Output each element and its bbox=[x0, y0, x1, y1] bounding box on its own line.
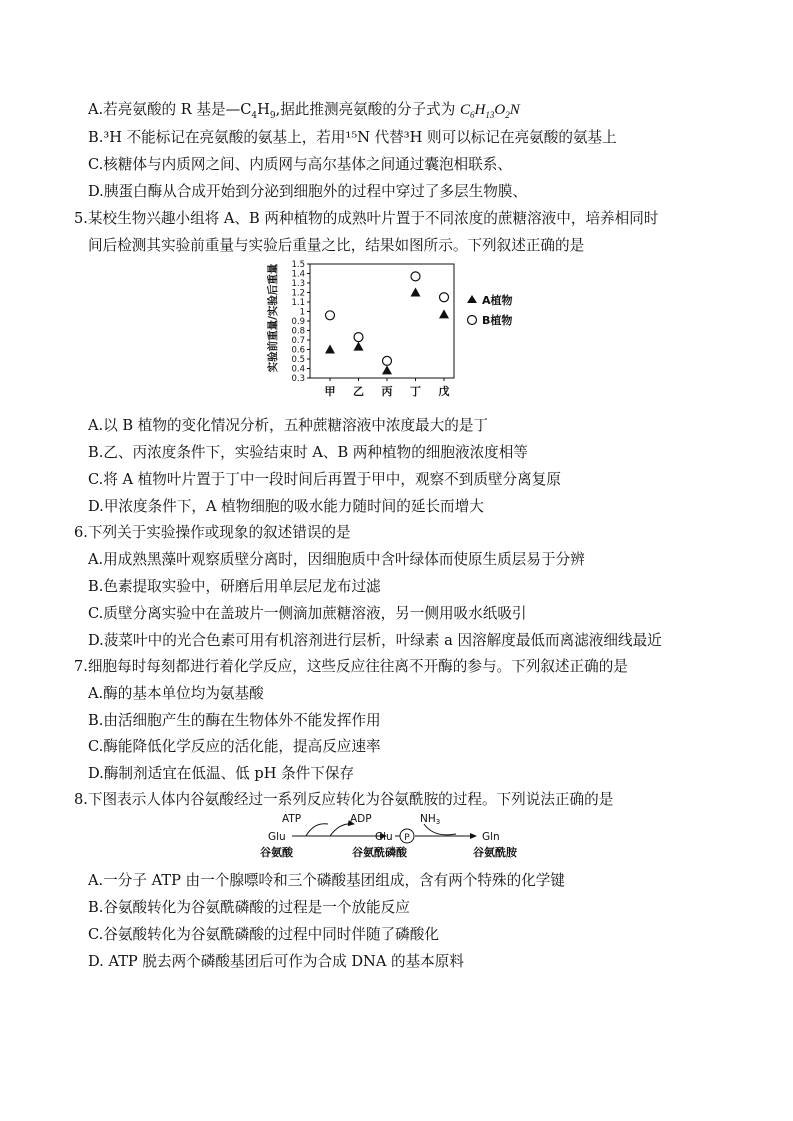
q5-stem-line1: 5.某校生物兴趣小组将 A、B 两种植物的成熟叶片置于不同浓度的蔗糖溶液中，培养相同时 bbox=[74, 210, 659, 227]
q7-option-b: B.由活细胞产生的酶在生物体外不能发挥作用 bbox=[88, 712, 381, 729]
atp-curve bbox=[306, 824, 328, 836]
gln-label: Gln bbox=[482, 831, 500, 843]
point-b-plant bbox=[411, 272, 420, 281]
chart-axes bbox=[291, 260, 454, 398]
point-a-plant bbox=[439, 309, 449, 318]
legend-label: B植物 bbox=[482, 314, 513, 327]
glup-cn-label: 谷氨酰磷酸 bbox=[352, 846, 407, 859]
y-tick-label: 0.5 bbox=[291, 355, 305, 365]
q7-option-a: A.酶的基本单位均为氨基酸 bbox=[88, 685, 264, 702]
y-tick-label: 0.4 bbox=[291, 364, 305, 375]
q4-option-a: A.若亮氨酸的 R 基是$—C_4H_9$,据此推测亮氨酸的分子式为 $C_6H_{13}O_2N$ bbox=[88, 101, 520, 121]
point-a-plant bbox=[354, 342, 364, 351]
q6-option-a: A.用成熟黑藻叶观察质壁分离时，因细胞质中含叶绿体而使原生质层易于分辨 bbox=[88, 551, 585, 568]
point-a-plant bbox=[325, 345, 335, 354]
q6-stem: 6.下列关于实验操作或现象的叙述错误的是 bbox=[74, 524, 351, 541]
y-tick-label: 0.8 bbox=[291, 326, 305, 337]
q8-option-a: A.一分子 ATP 由一个腺嘌呤和三个磷酸基团组成，含有两个特殊的化学键 bbox=[88, 872, 565, 889]
q7-option-d: D.酶制剂适宜在低温、低 pH 条件下保存 bbox=[88, 765, 355, 782]
legend-label: A植物 bbox=[482, 294, 513, 307]
point-a-plant bbox=[382, 365, 392, 374]
y-tick-label: 0.9 bbox=[291, 317, 305, 327]
y-tick-label: 1.1 bbox=[291, 298, 305, 308]
y-tick-label: 1.4 bbox=[291, 269, 305, 280]
atp-label: ATP bbox=[282, 813, 302, 825]
y-tick-label: 0.6 bbox=[291, 345, 305, 356]
chart-ylabel: 实验前重量/实验后重量 bbox=[267, 263, 279, 373]
glu-p-label: Glu bbox=[375, 831, 393, 843]
x-tick-label: 乙 bbox=[353, 385, 364, 398]
x-tick-label: 戊 bbox=[438, 385, 450, 398]
q5-option-d: D.甲浓度条件下，A 植物细胞的吸水能力随时间的延长而增大 bbox=[88, 498, 484, 515]
glu-label: Glu bbox=[268, 831, 286, 843]
q8-option-d: D. ATP 脱去两个磷酸基团后可作为合成 DNA 的基本原料 bbox=[88, 953, 464, 970]
legend-b-marker bbox=[468, 316, 477, 325]
point-a-plant bbox=[411, 288, 421, 297]
y-tick-label: 1 bbox=[299, 307, 305, 318]
q4-option-c: C.核糖体与内质网之间、内质网与高尔基体之间通过囊泡相联系、 bbox=[88, 156, 512, 173]
glu-cn-label: 谷氨酸 bbox=[260, 846, 293, 859]
point-b-plant bbox=[383, 356, 392, 365]
point-b-plant bbox=[440, 293, 449, 302]
nh3-label: NH3 bbox=[420, 813, 441, 826]
weight-ratio-chart bbox=[258, 256, 548, 404]
x-tick-label: 丙 bbox=[381, 385, 393, 398]
q7-stem: 7.细胞每时每刻都进行着化学反应，这些反应往往离不开酶的参与。下列叙述正确的是 bbox=[74, 658, 628, 675]
q4-option-d: D.胰蛋白酶从合成开始到分泌到细胞外的过程中穿过了多层生物膜、 bbox=[88, 183, 528, 200]
q8-stem: 8.下图表示人体内谷氨酸经过一系列反应转化为谷氨酰胺的过程。下列说法正确的是 bbox=[74, 791, 614, 808]
q5-option-c: C.将 A 植物叶片置于丁中一段时间后再置于甲中，观察不到质壁分离复原 bbox=[88, 471, 561, 488]
q5-stem-line2: 间后检测其实验前重量与实验后重量之比，结果如图所示。下列叙述正确的是 bbox=[88, 237, 585, 254]
legend-a-marker bbox=[467, 295, 477, 303]
q7-option-c: C.酶能降低化学反应的活化能，提高反应速率 bbox=[88, 738, 381, 755]
x-tick-label: 甲 bbox=[324, 385, 336, 398]
y-tick-label: 1.3 bbox=[291, 279, 305, 289]
y-tick-label: 0.7 bbox=[291, 336, 305, 346]
adp-curve bbox=[330, 824, 354, 836]
q6-option-c: C.质壁分离实验中在盖玻片一侧滴加蔗糖溶液，另一侧用吸水纸吸引 bbox=[88, 605, 527, 622]
y-tick-label: 0.3 bbox=[291, 374, 305, 384]
glutamine-synthesis-diagram bbox=[258, 808, 528, 860]
q6-option-d: D.菠菜叶中的光合色素可用有机溶剂进行层析，叶绿素 a 因溶解度最低而离滤液细线最近 bbox=[88, 632, 662, 649]
gln-cn-label: 谷氨酰胺 bbox=[473, 846, 517, 859]
point-b-plant bbox=[326, 311, 335, 320]
q5-option-b: B.乙、丙浓度条件下，实验结束时 A、B 两种植物的细胞液浓度相等 bbox=[88, 444, 528, 461]
phosphate-label: P bbox=[404, 833, 410, 843]
point-b-plant bbox=[354, 333, 363, 342]
x-tick-label: 丁 bbox=[410, 385, 421, 398]
adp-label: ADP bbox=[350, 813, 372, 825]
y-tick-label: 1.2 bbox=[291, 288, 305, 299]
q5-option-a: A.以 B 植物的变化情况分析，五种蔗糖溶液中浓度最大的是丁 bbox=[88, 417, 489, 434]
chart-marks bbox=[325, 272, 513, 375]
q8-option-b: B.谷氨酸转化为谷氨酰磷酸的过程是一个放能反应 bbox=[88, 899, 410, 916]
q4-option-b: B.³H 不能标记在亮氨酸的氨基上，若用¹⁵N 代替³H 则可以标记在亮氨酸的氨基上 bbox=[88, 129, 617, 146]
q6-option-b: B.色素提取实验中，研磨后用单层尼龙布过滤 bbox=[88, 578, 381, 595]
q8-option-c: C.谷氨酸转化为谷氨酰磷酸的过程中同时伴随了磷酸化 bbox=[88, 926, 439, 943]
leucine-formula: $C_6H_{13}O_2N$ bbox=[459, 102, 520, 120]
y-tick-label: 1.5 bbox=[291, 260, 305, 270]
